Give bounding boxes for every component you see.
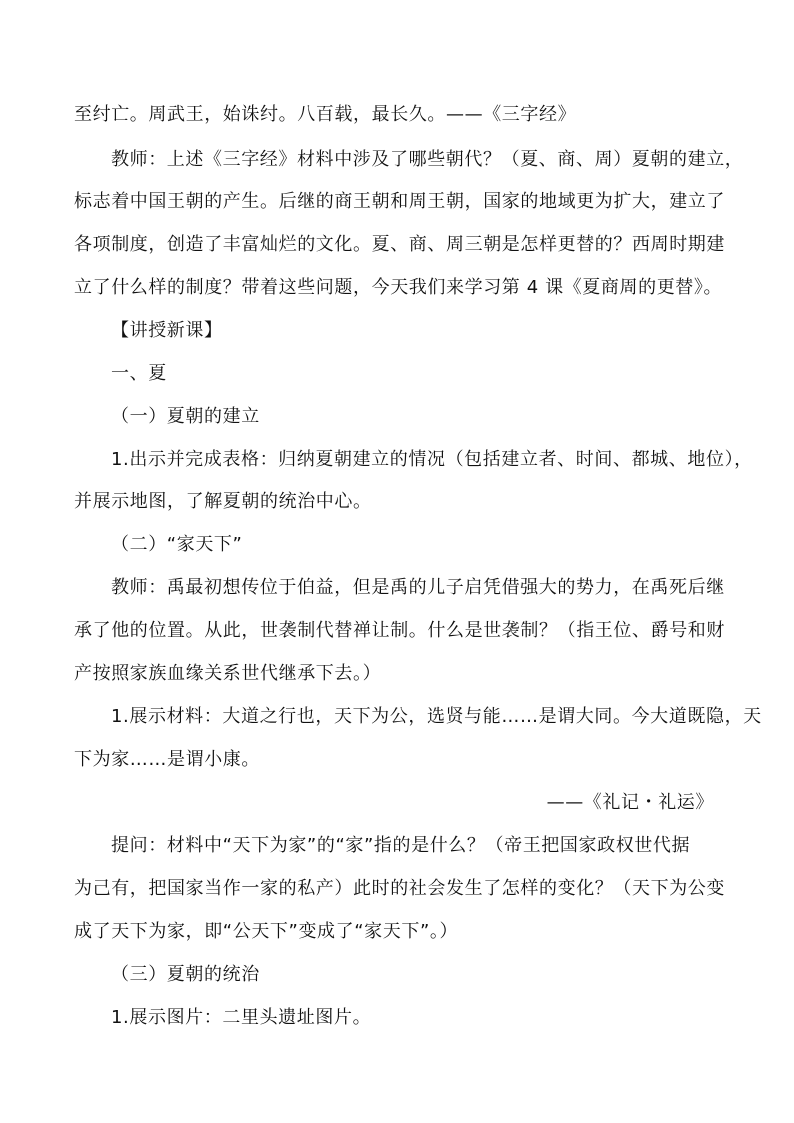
text-line: 1.展示图片：二里头遗址图片。 — [111, 1007, 372, 1028]
text-line: 教师：禹最初想传位于伯益，但是禹的儿子启凭借强大的势力，在禹死后继 — [111, 577, 725, 598]
subsection-heading: （一）夏朝的建立 — [111, 406, 260, 427]
text-line: 产按照家族血缘关系世代继承下去。） — [74, 663, 382, 684]
text-line: 至纣亡。周武王，始诛纣。八百载，最长久。——《三字经》 — [74, 104, 577, 125]
text-line: 承了他的位置。从此，世袭制代替禅让制。什么是世袭制？（指王位、爵号和财 — [74, 620, 725, 641]
text-line: 立了什么样的制度？带着这些问题，今天我们来学习第 4 课《夏商周的更替》。 — [74, 277, 723, 298]
text-line: 教师：上述《三字经》材料中涉及了哪些朝代？（夏、商、周）夏朝的建立， — [111, 149, 744, 170]
text-line: 为己有，把国家当作一家的私产）此时的社会发生了怎样的变化？（天下为公变 — [74, 878, 725, 899]
text-line: 下为家……是谓小康。 — [74, 749, 260, 770]
section-heading: 【讲授新课】 — [111, 320, 223, 341]
text-line: 并展示地图，了解夏朝的统治中心。 — [74, 491, 372, 512]
subsection-heading: （二）“家天下” — [111, 534, 243, 555]
section-heading: 一、夏 — [111, 363, 167, 384]
subsection-heading: （三）夏朝的统治 — [111, 964, 260, 985]
text-line: 标志着中国王朝的产生。后继的商王朝和周王朝，国家的地域更为扩大，建立了 — [74, 191, 725, 212]
citation: ——《礼记・礼运》 — [546, 792, 714, 813]
text-line: 提问：材料中“天下为家”的“家”指的是什么？（帝王把国家政权世代据 — [111, 835, 691, 856]
text-line: 各项制度，创造了丰富灿烂的文化。夏、商、周三朝是怎样更替的？西周时期建 — [74, 234, 725, 255]
text-line: 1.展示材料：大道之行也，天下为公，选贤与能……是谓大同。今大道既隐，天 — [111, 706, 762, 727]
text-line: 1.出示并完成表格：归纳夏朝建立的情况（包括建立者、时间、都城、地位）， — [111, 449, 753, 470]
text-line: 成了天下为家，即“公天下”变成了“家天下”。） — [74, 921, 459, 942]
